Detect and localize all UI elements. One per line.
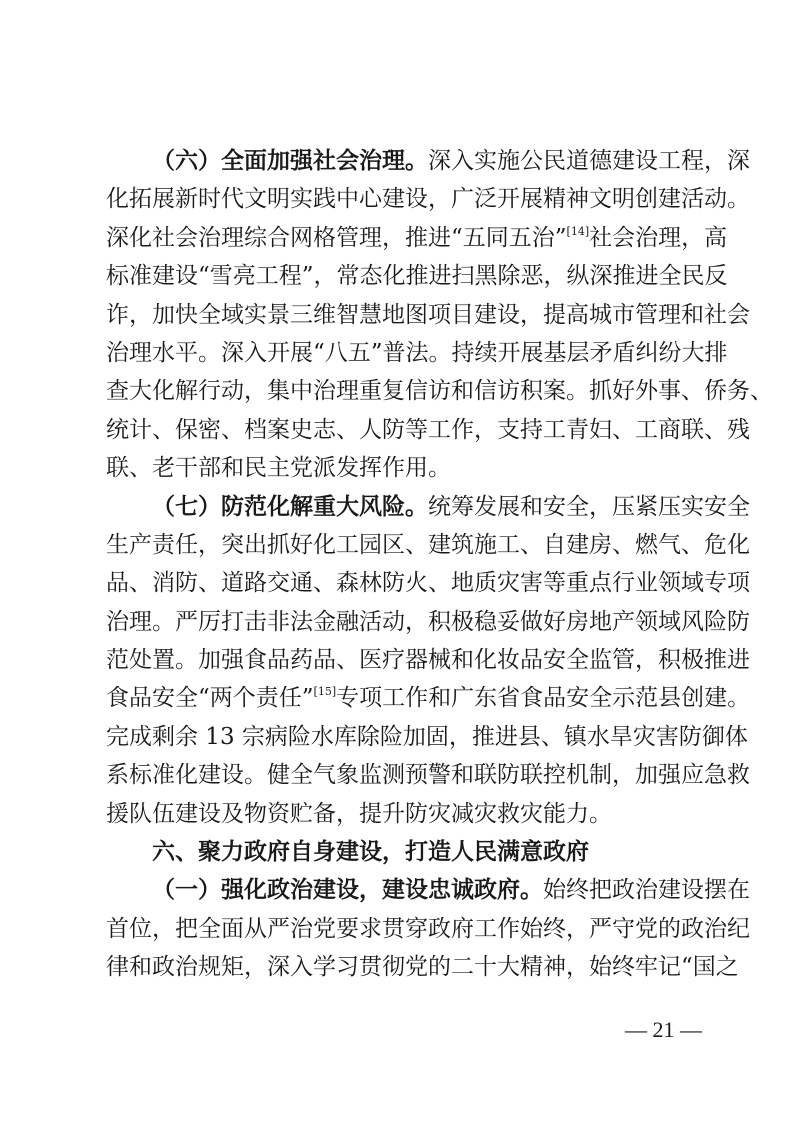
p3-title: （一）强化政治建设，建设忠诚政府。 — [152, 876, 543, 904]
p2-line-1 — [106, 488, 750, 526]
section-heading: 六、聚力政府自身建设，打造人民满意政府 — [152, 838, 589, 866]
p3-line-1 — [106, 871, 750, 909]
p2-line-7: 完成剩余 13 宗病险水库除险加固，推进县、镇水旱灾害防御体 — [106, 723, 748, 750]
footnote-ref-14: [14] — [566, 224, 590, 238]
p1-line-8: 统计、保密、档案史志、人防等工作，支持工青妇、工商联、残 — [106, 416, 750, 443]
p3-line-3: 律和政治规矩，深入学习贯彻党的二十大精神，始终牢记“国之 — [106, 954, 739, 981]
p2-line-1-text: 统筹发展和安全，压紧压实安全 — [428, 493, 750, 520]
p1-line-3-text-a: 深化社会治理综合网格管理，推进“五同五治” — [106, 224, 567, 251]
p1-line-9: 联、老干部和民主党派发挥作用。 — [106, 455, 451, 482]
p1-line-7: 查大化解行动，集中治理重复信访和信访积案。抓好外事、侨务、 — [106, 378, 773, 405]
p2-line-6 — [106, 679, 751, 717]
p1-line-4: 标准建设“雪亮工程”，常态化推进扫黑除恶，纵深推进全民反 — [106, 263, 728, 290]
p2-line-5: 范处置。加强食品药品、医疗器械和化妆品安全监管，积极推进 — [106, 647, 750, 674]
p1-line-1 — [106, 142, 750, 180]
p1-line-3 — [106, 219, 728, 257]
p2-line-6-text-a: 食品安全“两个责任” — [106, 685, 314, 712]
document-body — [106, 142, 773, 987]
page-number: — 21 — — [625, 1017, 702, 1042]
p1-line-2: 化拓展新时代文明实践中心建设，广泛开展精神文明创建活动。 — [106, 186, 750, 213]
p2-line-9: 援队伍建设及物资贮备，提升防灾减灾救灾能力。 — [106, 800, 612, 827]
p1-line-1-text: 深入实施公民道德建设工程，深 — [428, 148, 750, 174]
p2-line-3: 品、消防、道路交通、森林防火、地质灾害等重点行业领域专项 — [106, 570, 750, 597]
p2-line-2: 生产责任，突出抓好化工园区、建筑施工、自建房、燃气、危化 — [106, 531, 750, 558]
p2-line-8: 系标准化建设。健全气象监测预警和联防联控机制，加强应急救 — [106, 762, 750, 789]
p1-title: （六）全面加强社会治理。 — [152, 147, 428, 174]
p2-title: （七）防范化解重大风险。 — [152, 492, 428, 520]
p3-line-2: 首位，把全面从严治党要求贯穿政府工作始终，严守党的政治纪 — [106, 915, 750, 942]
p3-line-1-text: 始终把政治建设摆在 — [543, 877, 750, 904]
footnote-ref-15: [15] — [313, 685, 337, 699]
p1-line-3-text-b: 社会治理，高 — [589, 224, 728, 251]
p2-line-4: 治理。严厉打击非法金融活动，积极稳妥做好房地产领域风险防 — [106, 608, 750, 635]
p2-line-6-text-b: 专项工作和广东省食品安全示范县创建。 — [336, 685, 751, 712]
p1-line-6: 治理水平。深入开展“八五”普法。持续开展基层矛盾纠纷大排 — [106, 339, 728, 366]
p1-line-5: 诈，加快全域实景三维智慧地图项目建设，提高城市管理和社会 — [106, 301, 750, 328]
